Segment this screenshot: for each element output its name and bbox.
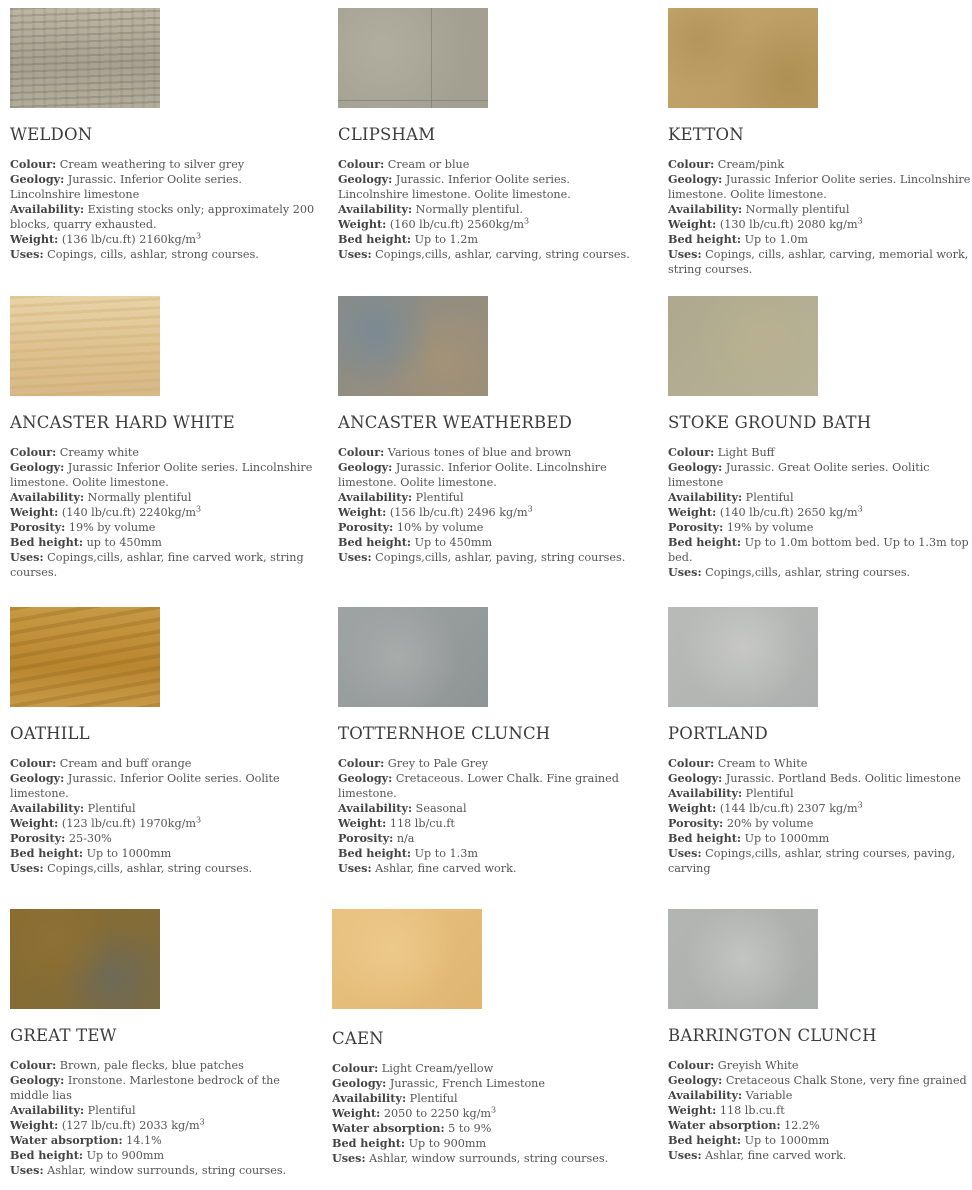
stone-property xyxy=(338,550,643,565)
property-label: Bed height: xyxy=(332,1136,406,1150)
stone-property xyxy=(338,756,643,771)
stone-swatch-image xyxy=(10,607,160,707)
property-value: Cream/pink xyxy=(714,158,785,171)
stone-property xyxy=(10,1058,315,1073)
property-label: Availability: xyxy=(10,490,85,504)
property-value: Copings, cills, ashlar, strong courses. xyxy=(43,248,259,261)
property-label: Uses: xyxy=(668,247,702,261)
stone-property xyxy=(668,831,972,846)
property-label: Geology: xyxy=(668,460,723,474)
stone-property xyxy=(10,861,315,876)
property-value: Light Buff xyxy=(714,446,775,459)
stone-properties xyxy=(668,445,972,580)
property-label: Weight: xyxy=(338,505,387,519)
stone-property xyxy=(668,490,972,505)
property-value: Copings, cills, ashlar, carving, memorial work, string courses. xyxy=(668,248,969,276)
property-value: Creamy white xyxy=(56,446,139,459)
property-value: Up to 1.2m xyxy=(411,233,478,246)
stone-properties xyxy=(10,756,315,876)
property-value: Seasonal xyxy=(412,802,467,815)
stone-property xyxy=(668,1058,972,1073)
unit-superscript: 3 xyxy=(524,216,530,226)
property-label: Weight: xyxy=(668,217,717,231)
stone-swatch-image xyxy=(338,8,488,108)
property-value: Ashlar, window surrounds, string courses. xyxy=(365,1152,609,1165)
property-value: Cretaceous Chalk Stone, very fine grained xyxy=(722,1074,967,1087)
stone-swatch-image xyxy=(10,296,160,396)
property-value: Up to 900mm xyxy=(405,1137,487,1150)
stone-property xyxy=(10,1133,315,1148)
stone-property xyxy=(668,157,972,172)
stone-property xyxy=(668,505,972,520)
property-value: Plentiful xyxy=(742,491,794,504)
stone-property xyxy=(10,801,315,816)
property-label: Colour: xyxy=(10,445,57,459)
stone-card-weldon xyxy=(10,8,315,262)
property-value: Ashlar, fine carved work. xyxy=(371,862,517,875)
unit-superscript: 3 xyxy=(196,231,202,241)
stone-property xyxy=(338,771,643,801)
property-value: 14.1% xyxy=(122,1134,162,1147)
stone-property xyxy=(668,1073,972,1088)
stone-name: ANCASTER HARD WHITE xyxy=(10,413,235,432)
property-value: 25-30% xyxy=(65,832,112,845)
property-value: Plentiful xyxy=(406,1092,458,1105)
property-value: Existing stocks only; approximately 200 blocks, quarry exhausted. xyxy=(10,203,315,231)
stone-name: KETTON xyxy=(668,125,744,144)
stone-property xyxy=(668,247,972,277)
stone-property xyxy=(332,1136,637,1151)
stone-property xyxy=(338,202,643,217)
stone-property xyxy=(668,1148,972,1163)
property-label: Porosity: xyxy=(338,520,394,534)
property-label: Water absorption: xyxy=(332,1121,445,1135)
stone-property xyxy=(338,535,643,550)
property-label: Water absorption: xyxy=(668,1118,781,1132)
stone-swatch-image xyxy=(668,909,818,1009)
stone-properties xyxy=(10,445,315,580)
stone-property xyxy=(10,157,315,172)
stone-property xyxy=(338,217,643,232)
stone-card-barrington-clunch xyxy=(668,909,972,1163)
stone-property xyxy=(338,861,643,876)
stone-property xyxy=(10,831,315,846)
property-label: Colour: xyxy=(668,445,715,459)
stone-property xyxy=(338,505,643,520)
stone-property xyxy=(338,846,643,861)
property-label: Availability: xyxy=(338,202,413,216)
property-value: Copings,cills, ashlar, paving, string courses. xyxy=(371,551,626,564)
stone-property xyxy=(338,172,643,202)
stone-property xyxy=(10,1148,315,1163)
stone-property xyxy=(668,1133,972,1148)
property-label: Porosity: xyxy=(668,520,724,534)
stone-card-oathill xyxy=(10,607,315,876)
property-value: (140 lb/cu.ft) 2240kg/m xyxy=(58,506,196,519)
property-value: Cretaceous. Lower Chalk. Fine grained limestone. xyxy=(338,772,619,800)
property-value: Greyish White xyxy=(714,1059,799,1072)
property-value: 5 to 9% xyxy=(444,1122,492,1135)
property-label: Geology: xyxy=(668,172,723,186)
property-label: Availability: xyxy=(332,1091,407,1105)
property-label: Weight: xyxy=(10,816,59,830)
property-label: Geology: xyxy=(338,460,393,474)
property-value: Jurassic. Great Oolite series. Oolitic limestone xyxy=(668,461,930,489)
property-label: Colour: xyxy=(338,445,385,459)
property-value: (156 lb/cu.ft) 2496 kg/m xyxy=(386,506,528,519)
stone-property xyxy=(668,816,972,831)
stone-property xyxy=(668,846,972,876)
property-value: Jurassic. Portland Beds. Oolitic limestone xyxy=(722,772,961,785)
property-label: Bed height: xyxy=(10,535,84,549)
property-label: Geology: xyxy=(668,1073,723,1087)
stone-property xyxy=(338,157,643,172)
property-value: Jurassic, French Limestone xyxy=(386,1077,546,1090)
stone-swatch-image xyxy=(668,8,818,108)
stone-property xyxy=(338,816,643,831)
property-label: Colour: xyxy=(668,756,715,770)
property-value: Plentiful xyxy=(742,787,794,800)
stone-property xyxy=(10,202,315,232)
property-label: Bed height: xyxy=(668,232,742,246)
stone-property xyxy=(10,505,315,520)
stone-property xyxy=(10,771,315,801)
property-label: Colour: xyxy=(332,1061,379,1075)
property-label: Availability: xyxy=(668,490,743,504)
property-label: Bed height: xyxy=(10,846,84,860)
stone-name: GREAT TEW xyxy=(10,1026,117,1045)
stone-name: ANCASTER WEATHERBED xyxy=(338,413,572,432)
stone-property xyxy=(10,460,315,490)
stone-property xyxy=(668,786,972,801)
property-label: Weight: xyxy=(10,1118,59,1132)
stone-name: TOTTERNHOE CLUNCH xyxy=(338,724,551,743)
stone-property xyxy=(338,831,643,846)
property-value: up to 450mm xyxy=(83,536,162,549)
property-value: Up to 450mm xyxy=(411,536,493,549)
stone-property xyxy=(668,1088,972,1103)
stone-card-totternhoe-clunch xyxy=(338,607,643,876)
stone-property xyxy=(332,1091,637,1106)
stone-swatch-image xyxy=(338,296,488,396)
property-label: Bed height: xyxy=(10,1148,84,1162)
stone-property xyxy=(668,202,972,217)
unit-superscript: 3 xyxy=(857,504,863,514)
stone-property xyxy=(668,801,972,816)
stone-card-portland xyxy=(668,607,972,876)
property-label: Uses: xyxy=(10,1163,44,1177)
property-value: Copings,cills, ashlar, carving, string courses. xyxy=(371,248,630,261)
stone-property xyxy=(668,217,972,232)
stone-name: PORTLAND xyxy=(668,724,768,743)
stone-property xyxy=(332,1061,637,1076)
stone-card-stoke-ground-bath xyxy=(668,296,972,580)
property-label: Weight: xyxy=(10,232,59,246)
property-value: (140 lb/cu.ft) 2650 kg/m xyxy=(716,506,858,519)
property-value: Ironstone. Marlestone bedrock of the middle lias xyxy=(10,1074,280,1102)
stone-property xyxy=(10,247,315,262)
property-label: Weight: xyxy=(10,505,59,519)
property-value: Plentiful xyxy=(84,802,136,815)
property-value: Up to 1000mm xyxy=(83,847,172,860)
property-label: Uses: xyxy=(10,861,44,875)
stone-properties xyxy=(668,1058,972,1163)
property-label: Weight: xyxy=(668,505,717,519)
property-label: Uses: xyxy=(10,550,44,564)
stone-properties xyxy=(338,157,643,262)
property-value: (160 lb/cu.ft) 2560kg/m xyxy=(386,218,524,231)
property-label: Colour: xyxy=(338,756,385,770)
stone-properties xyxy=(10,1058,315,1178)
property-value: Up to 1000mm xyxy=(741,832,830,845)
stone-property xyxy=(10,445,315,460)
stone-property xyxy=(10,1103,315,1118)
property-value: Copings,cills, ashlar, string courses. xyxy=(701,566,911,579)
unit-superscript: 3 xyxy=(196,815,202,825)
stone-swatch-image xyxy=(332,909,482,1009)
stone-property xyxy=(332,1106,637,1121)
property-value: 12.2% xyxy=(780,1119,820,1132)
property-label: Porosity: xyxy=(668,816,724,830)
stone-property xyxy=(10,490,315,505)
property-label: Porosity: xyxy=(10,831,66,845)
stone-property xyxy=(10,846,315,861)
property-label: Uses: xyxy=(338,550,372,564)
stone-property xyxy=(10,1163,315,1178)
stone-property xyxy=(668,232,972,247)
stone-swatch-image xyxy=(668,296,818,396)
stone-property xyxy=(10,816,315,831)
stone-card-caen xyxy=(332,909,637,1166)
property-label: Colour: xyxy=(10,756,57,770)
stone-property xyxy=(668,535,972,565)
stone-property xyxy=(338,232,643,247)
property-label: Uses: xyxy=(338,247,372,261)
stone-properties xyxy=(338,445,643,565)
property-value: Ashlar, fine carved work. xyxy=(701,1149,847,1162)
property-label: Weight: xyxy=(668,1103,717,1117)
property-label: Bed height: xyxy=(338,846,412,860)
property-label: Bed height: xyxy=(338,535,412,549)
property-label: Geology: xyxy=(10,172,65,186)
property-value: Jurassic Inferior Oolite series. Lincolnshire limestone. Oolite limestone. xyxy=(668,173,971,201)
property-label: Weight: xyxy=(338,816,387,830)
stone-property xyxy=(338,445,643,460)
property-value: Normally plentiful xyxy=(84,491,192,504)
property-value: Light Cream/yellow xyxy=(378,1062,494,1075)
stone-properties xyxy=(10,157,315,262)
stone-property xyxy=(668,1103,972,1118)
property-label: Availability: xyxy=(338,801,413,815)
property-value: Jurassic Inferior Oolite series. Lincolnshire limestone. Oolite limestone. xyxy=(10,461,313,489)
stone-swatch-image xyxy=(10,909,160,1009)
property-value: Plentiful xyxy=(412,491,464,504)
stone-property xyxy=(10,1073,315,1103)
stone-property xyxy=(338,460,643,490)
stone-swatch-image xyxy=(668,607,818,707)
property-label: Porosity: xyxy=(338,831,394,845)
property-label: Uses: xyxy=(668,846,702,860)
property-value: Copings,cills, ashlar, string courses, paving, carving xyxy=(668,847,956,875)
property-value: 19% by volume xyxy=(723,521,814,534)
stone-property xyxy=(10,756,315,771)
property-value: Up to 900mm xyxy=(83,1149,165,1162)
property-value: Up to 1.0m bottom bed. Up to 1.3m top bed. xyxy=(668,536,969,564)
stone-property xyxy=(668,756,972,771)
property-value: 19% by volume xyxy=(65,521,156,534)
property-value: 2050 to 2250 kg/m xyxy=(380,1107,491,1120)
stone-properties xyxy=(338,756,643,876)
stone-property xyxy=(10,1118,315,1133)
property-label: Uses: xyxy=(10,247,44,261)
property-label: Colour: xyxy=(10,157,57,171)
property-label: Bed height: xyxy=(668,831,742,845)
property-value: (144 lb/cu.ft) 2307 kg/m xyxy=(716,802,858,815)
property-label: Colour: xyxy=(668,1058,715,1072)
property-value: Plentiful xyxy=(84,1104,136,1117)
stone-card-ancaster-hard-white xyxy=(10,296,315,580)
property-value: 118 lb.cu.ft xyxy=(716,1104,785,1117)
stone-name: CLIPSHAM xyxy=(338,125,436,144)
stone-name: BARRINGTON CLUNCH xyxy=(668,1026,877,1045)
property-label: Weight: xyxy=(668,801,717,815)
stone-name: STOKE GROUND BATH xyxy=(668,413,872,432)
property-label: Uses: xyxy=(668,565,702,579)
stone-property xyxy=(668,445,972,460)
stone-property xyxy=(10,550,315,580)
property-value: Up to 1.0m xyxy=(741,233,808,246)
stone-property xyxy=(338,520,643,535)
property-label: Weight: xyxy=(332,1106,381,1120)
property-value: 20% by volume xyxy=(723,817,814,830)
property-value: Grey to Pale Grey xyxy=(384,757,489,770)
stone-property xyxy=(668,520,972,535)
property-value: n/a xyxy=(393,832,415,845)
property-value: Normally plentiful xyxy=(742,203,850,216)
property-label: Weight: xyxy=(338,217,387,231)
property-label: Geology: xyxy=(668,771,723,785)
property-value: Normally plentiful. xyxy=(412,203,523,216)
property-label: Availability: xyxy=(668,202,743,216)
stone-property xyxy=(332,1076,637,1091)
stone-properties xyxy=(332,1061,637,1166)
property-value: Up to 1000mm xyxy=(741,1134,830,1147)
stone-card-great-tew xyxy=(10,909,315,1178)
property-value: Jurassic. Inferior Oolite series. Oolite limestone. xyxy=(10,772,280,800)
stone-property xyxy=(332,1151,637,1166)
unit-superscript: 3 xyxy=(857,800,863,810)
property-label: Uses: xyxy=(668,1148,702,1162)
property-label: Water absorption: xyxy=(10,1133,123,1147)
property-label: Availability: xyxy=(338,490,413,504)
property-label: Bed height: xyxy=(338,232,412,246)
property-label: Availability: xyxy=(10,202,85,216)
unit-superscript: 3 xyxy=(199,1117,205,1127)
property-label: Porosity: xyxy=(10,520,66,534)
stone-property xyxy=(338,247,643,262)
stone-property xyxy=(332,1121,637,1136)
stone-card-ketton xyxy=(668,8,972,277)
stone-swatch-image xyxy=(10,8,160,108)
property-value: Cream weathering to silver grey xyxy=(56,158,245,171)
property-value: Up to 1.3m xyxy=(411,847,478,860)
stone-swatch-image xyxy=(338,607,488,707)
unit-superscript: 3 xyxy=(857,216,863,226)
property-value: (123 lb/cu.ft) 1970kg/m xyxy=(58,817,196,830)
property-value: Copings,cills, ashlar, string courses. xyxy=(43,862,253,875)
property-label: Bed height: xyxy=(668,1133,742,1147)
stone-card-ancaster-weatherbed xyxy=(338,296,643,565)
property-label: Geology: xyxy=(10,460,65,474)
property-value: Various tones of blue and brown xyxy=(384,446,572,459)
stone-name: WELDON xyxy=(10,125,93,144)
stone-properties xyxy=(668,157,972,277)
stone-property xyxy=(10,535,315,550)
unit-superscript: 3 xyxy=(196,504,202,514)
property-value: Cream to White xyxy=(714,757,808,770)
property-value: Jurassic. Inferior Oolite series. Lincolnshire limestone xyxy=(10,173,242,201)
property-label: Geology: xyxy=(10,771,65,785)
property-label: Availability: xyxy=(668,1088,743,1102)
stone-name: OATHILL xyxy=(10,724,90,743)
property-value: Cream or blue xyxy=(384,158,470,171)
property-value: Jurassic. Inferior Oolite series. Lincolnshire limestone. Oolite limestone. xyxy=(338,173,571,201)
stone-card-clipsham xyxy=(338,8,643,262)
property-value: Copings,cills, ashlar, fine carved work, string courses. xyxy=(10,551,304,579)
stone-property xyxy=(10,172,315,202)
property-label: Colour: xyxy=(338,157,385,171)
property-value: 118 lb/cu.ft xyxy=(386,817,455,830)
property-label: Geology: xyxy=(338,771,393,785)
property-label: Colour: xyxy=(668,157,715,171)
property-label: Availability: xyxy=(10,801,85,815)
property-label: Availability: xyxy=(668,786,743,800)
stone-property xyxy=(668,172,972,202)
property-label: Geology: xyxy=(10,1073,65,1087)
stone-property xyxy=(668,460,972,490)
unit-superscript: 3 xyxy=(527,504,533,514)
stone-property xyxy=(668,1118,972,1133)
stone-name: CAEN xyxy=(332,1029,384,1048)
property-label: Uses: xyxy=(332,1151,366,1165)
property-value: Variable xyxy=(742,1089,793,1102)
property-value: (127 lb/cu.ft) 2033 kg/m xyxy=(58,1119,200,1132)
stone-property xyxy=(668,771,972,786)
property-value: Cream and buff orange xyxy=(56,757,192,770)
stone-properties xyxy=(668,756,972,876)
property-label: Colour: xyxy=(10,1058,57,1072)
property-value: Ashlar, window surrounds, string courses. xyxy=(43,1164,287,1177)
property-value: (136 lb/cu.ft) 2160kg/m xyxy=(58,233,196,246)
property-value: 10% by volume xyxy=(393,521,484,534)
unit-superscript: 3 xyxy=(491,1105,497,1115)
property-label: Uses: xyxy=(338,861,372,875)
stone-property xyxy=(338,490,643,505)
stone-property xyxy=(10,232,315,247)
property-value: (130 lb/cu.ft) 2080 kg/m xyxy=(716,218,858,231)
stone-property xyxy=(668,565,972,580)
property-value: Jurassic. Inferior Oolite. Lincolnshire limestone. Oolite limestone. xyxy=(338,461,607,489)
stone-property xyxy=(10,520,315,535)
property-label: Bed height: xyxy=(668,535,742,549)
property-label: Geology: xyxy=(332,1076,387,1090)
property-value: Brown, pale flecks, blue patches xyxy=(56,1059,244,1072)
property-label: Geology: xyxy=(338,172,393,186)
stone-property xyxy=(338,801,643,816)
property-label: Availability: xyxy=(10,1103,85,1117)
